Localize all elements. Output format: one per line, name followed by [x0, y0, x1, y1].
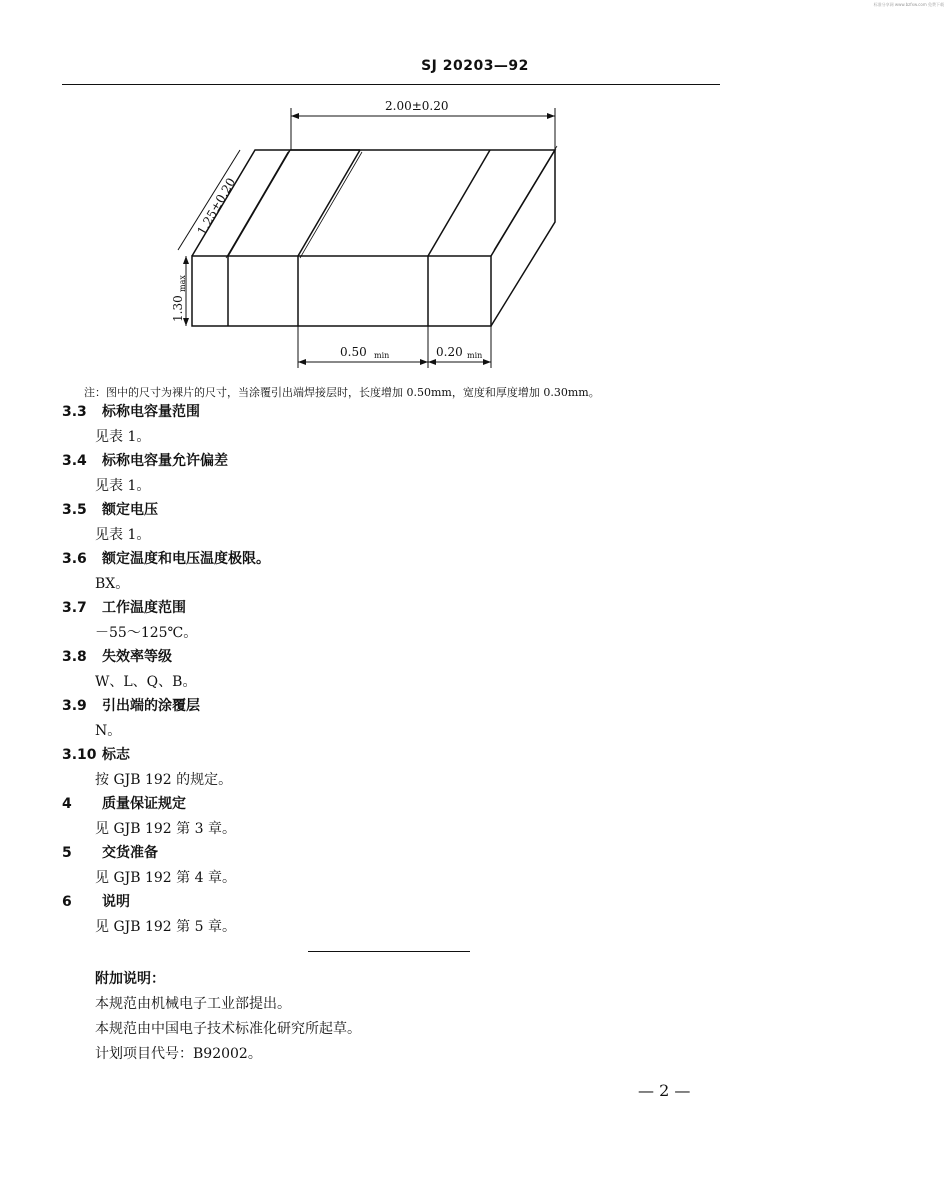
appendix-line: 本规范由中国电子技术标准化研究所起草。 [95, 1021, 361, 1037]
section-heading: 3.10 标志 [62, 747, 130, 763]
section-body: 见表 1。 [95, 527, 151, 543]
end-separator-rule [308, 951, 470, 952]
terminal-gap-label: 0.50 [340, 345, 367, 359]
section-heading: 5 交货准备 [62, 845, 158, 861]
section-heading: 3.8 失效率等级 [62, 649, 172, 665]
section-heading: 3.7 工作温度范围 [62, 600, 186, 616]
section-body: W、L、Q、B。 [95, 674, 197, 690]
width-dimension-label: 1.25±0.20 [194, 175, 239, 238]
section-heading: 3.9 引出端的涂覆层 [62, 698, 200, 714]
watermark: 标准分享网 www.bzfxw.com 免费下载 [873, 2, 944, 7]
chip-top-face [192, 150, 555, 256]
chip-front-face [192, 256, 491, 326]
section-heading: 3.4 标称电容量允许偏差 [62, 453, 228, 469]
terminal-gap-subscript: min [374, 351, 390, 360]
section-body: 按 GJB 192 的规定。 [95, 772, 233, 788]
section-body: 见表 1。 [95, 478, 151, 494]
appendix-line: 本规范由机械电子工业部提出。 [95, 996, 291, 1012]
section-body: N。 [95, 723, 122, 739]
section-body: －55～125℃。 [95, 625, 198, 641]
length-dimension-label: 2.00±0.20 [385, 99, 449, 113]
section-heading: 3.3 标称电容量范围 [62, 404, 200, 420]
section-body: 见 GJB 192 第 3 章。 [95, 821, 236, 837]
appendix-line: 计划项目代号：B92002。 [95, 1046, 262, 1062]
section-heading: 3.6 额定温度和电压温度极限。 [62, 551, 270, 567]
section-body: 见表 1。 [95, 429, 151, 445]
height-dimension-subscript: max [178, 275, 187, 292]
figure-note: 注：图中的尺寸为裸片的尺寸，当涂覆引出端焊接层时，长度增加 0.50mm，宽度和厚度增加 0.30mm。 [84, 386, 600, 399]
section-body: BX。 [95, 576, 130, 592]
terminal-width-subscript: min [467, 351, 483, 360]
chip-side-face [491, 150, 555, 326]
section-heading: 6 说明 [62, 894, 130, 910]
section-body: 见 GJB 192 第 5 章。 [95, 919, 236, 935]
terminal-width-label: 0.20 [436, 345, 463, 359]
appendix-heading: 附加说明： [95, 971, 165, 987]
document-code-header: SJ 20203—92 [421, 58, 529, 74]
section-heading: 3.5 额定电压 [62, 502, 158, 518]
section-body: 见 GJB 192 第 4 章。 [95, 870, 236, 886]
chip-capacitor-dimension-drawing [0, 0, 950, 380]
section-heading: 4 质量保证规定 [62, 796, 186, 812]
page-number: — 2 — [638, 1081, 691, 1100]
height-dimension-label: 1.30 [171, 295, 185, 322]
